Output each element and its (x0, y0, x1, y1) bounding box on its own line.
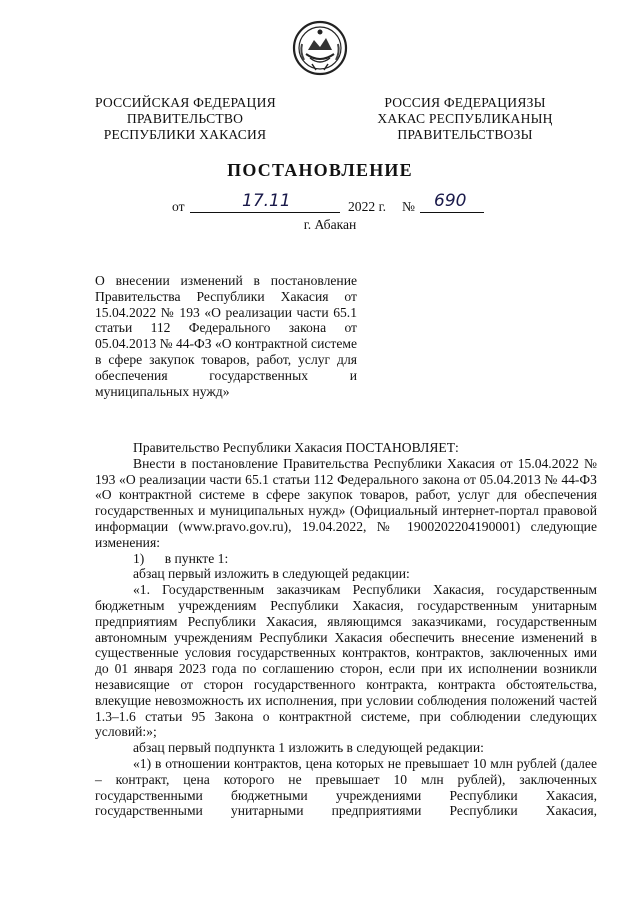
coat-of-arms-icon (292, 20, 348, 76)
number-label: № (402, 199, 415, 214)
header-right-line: ХАКАС РЕСПУБЛИКАНЫҢ (377, 111, 553, 126)
body-paragraph: Внести в постановление Правительства Республики Хакасия от 15.04.2022 № 193 «О реализации части 65.1 статьи 112 Федерального закона от 05.04.2013 № 44-ФЗ «О контрактной системе в сфере закупок товаров, работ, услуг для обеспечения государственных и муниципальных нужд» (Официальный интернет-портал правовой информации (www.pravo.gov.ru), 19.04.2022, № 1900202204190001) следующие изменения: (95, 455, 597, 550)
header-left-line: ПРАВИТЕЛЬСТВО (126, 111, 244, 126)
body-paragraph: «1. Государственным заказчикам Республики Хакасия, государственным бюджетным учреждениям Республики Хакасия, государственным унитарным предприятиям Республики Хакасия, являющимся заказчиками, государственным автономным учреждениям Республики Хакасия обеспечить внесение изменений в существенные условия государственных контрактов, контрактов, заключенных ими до 01 января 2023 года по соглашению сторон, если при их исполнении возникли независящие от сторон государственного контракта, контракта обстоятельства, влекущие невозможность их исполнения, при условии соблюдения положений частей 1.3–1.6 статьи 95 Закона о контрактной системе, при соблюдении следующих условий:»; (95, 582, 597, 740)
body-paragraph: абзац первый подпункта 1 изложить в следующей редакции: (133, 740, 484, 756)
subject-text: О внесении изменений в постановление Правительства Республики Хакасия от 15.04.2022 № 193 «О реализации части 65.1 статьи 112 Федерального закона от 05.04.2013 № 44-ФЗ «О контрактной системе в сфере закупок товаров, работ, услуг для обеспечения государственных и муниципальных нужд» (95, 273, 358, 399)
handwritten-number: 690 (434, 191, 467, 211)
header-right (370, 95, 560, 143)
body-paragraph: абзац первый изложить в следующей редакции: (133, 566, 410, 582)
body-paragraph: 1) в пункте 1: (133, 550, 229, 566)
city-label: г. Абакан (303, 217, 357, 232)
document-body (95, 440, 597, 819)
body-paragraph: Правительство Республики Хакасия ПОСТАНОВЛЯЕТ: (133, 440, 459, 455)
handwritten-date: 17.11 (242, 191, 291, 211)
header-left-line: РЕСПУБЛИКИ ХАКАСИЯ (103, 127, 267, 142)
header-right-line: ПРАВИТЕЛЬСТВОЗЫ (397, 127, 533, 142)
year-label: 2022 г. (348, 199, 387, 214)
document-title: ПОСТАНОВЛЕНИЕ (227, 160, 413, 180)
header-right-line: РОССИЯ ФЕДЕРАЦИЯЗЫ (384, 95, 546, 110)
header-left-line: РОССИЙСКАЯ ФЕДЕРАЦИЯ (95, 95, 276, 110)
date-number-line (172, 191, 502, 217)
header-left (95, 95, 275, 143)
date-prefix: от (172, 199, 185, 214)
body-paragraph: «1) в отношении контрактов, цена которых не превышает 10 млн рублей (далее – контракт, цена которого не превышает 10 млн рублей), заключенных государственными бюджетными учреждениями Республики Хакасия, государственными унитарными предприятиями Республики Хакасия, (95, 755, 597, 819)
